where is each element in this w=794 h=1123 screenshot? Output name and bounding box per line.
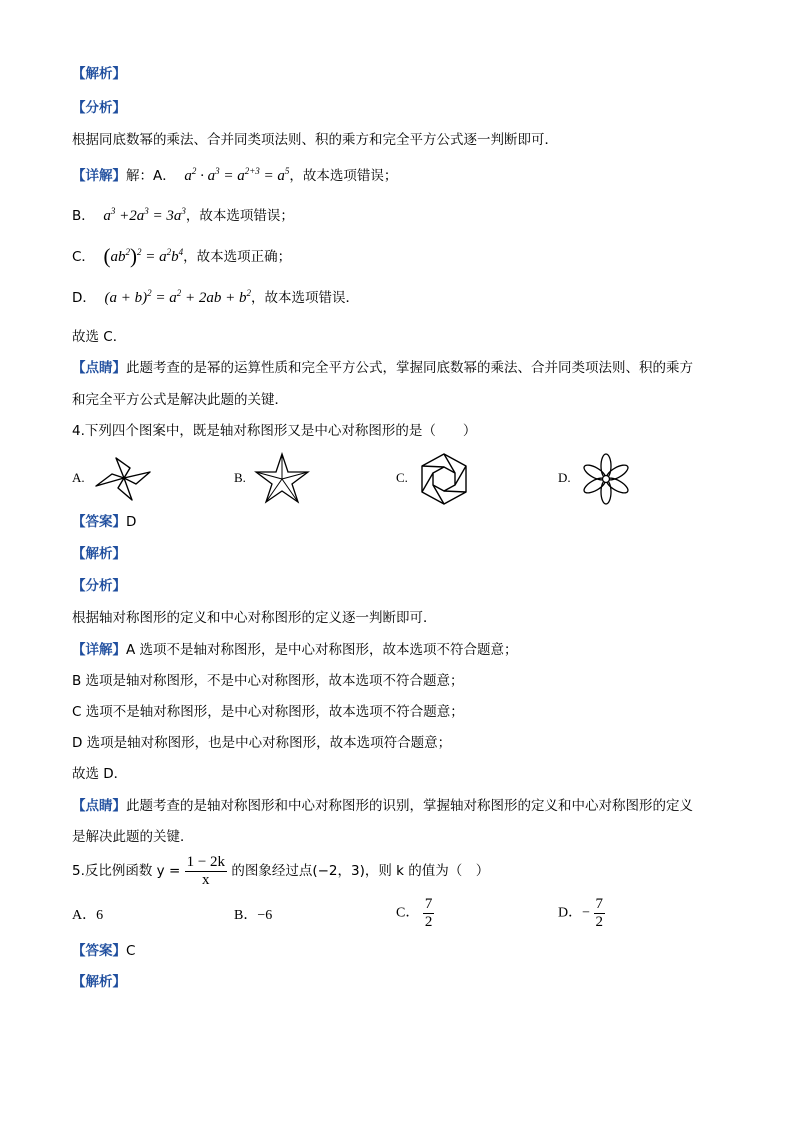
q5-option-a: A．6 <box>72 908 104 923</box>
q5-option-c-label: C． <box>396 905 420 921</box>
q5-fraction <box>185 854 227 889</box>
comment-text-q4-1: 此题考查的是轴对称图形和中心对称图形的识别，掌握轴对称图形的定义和中心对称图形的定义 <box>126 798 693 814</box>
detail-b-tail: ，故本选项错误； <box>185 208 294 224</box>
question-4-stem: 4.下列四个图案中，既是轴对称图形又是中心对称图形的是（ ） <box>72 423 477 439</box>
detail-c-tail: ，故本选项正确； <box>183 249 292 265</box>
star-icon <box>252 452 312 506</box>
formula-a: $a^2 \cdot a^3 = a^{2+3} = a^5$ <box>184 166 290 184</box>
section-tag-jiexi-q4: 【解析】 <box>72 546 126 562</box>
section-tag-comment: 【点睛】 <box>72 360 126 376</box>
q5-option-d-frac <box>594 896 606 931</box>
option-b-label: B. <box>234 470 246 485</box>
detail-line-q4-c: C 选项不是轴对称图形，是中心对称图形，故本选项不符合题意； <box>72 704 464 720</box>
answer-line-q4 <box>72 512 136 532</box>
detail-d-tail: ，故本选项错误． <box>251 290 359 306</box>
q5-option-c-den: 2 <box>424 914 433 930</box>
comment-line-q4-2: 是解决此题的关键． <box>72 829 194 845</box>
formula-d: $(a + b)^2 = a^2 + 2ab + b^2$ <box>104 288 251 306</box>
section-tag-fenxi: 【分析】 <box>72 100 126 116</box>
q5-stem-prefix: 5.反比例函数 y = <box>72 863 181 879</box>
section-tag-comment-q4: 【点睛】 <box>72 798 126 814</box>
option-a <box>72 452 192 508</box>
q5-option-b: B．−6 <box>234 908 273 923</box>
comment-text-1: 此题考查的是幂的运算性质和完全平方公式，掌握同底数幂的乘法、合并同类项法则、积的乘方 <box>126 360 693 376</box>
detail-line-q4-b: B 选项是轴对称图形，不是中心对称图形，故本选项不符合题意； <box>72 673 464 689</box>
section-tag-fenxi-q4: 【分析】 <box>72 578 126 594</box>
option-b <box>234 452 354 508</box>
formula-c: $(ab^2)^2 = a^2b^4$ <box>103 244 184 268</box>
q5-stem-suffix: 的图象经过点(−2，3)，则 k 的值为（ ） <box>231 863 490 879</box>
section-tag-detail-q4: 【详解】 <box>72 642 126 658</box>
analysis-text: 根据同底数幂的乘法、合并同类项法则、积的乘方和完全平方公式逐一判断即可． <box>72 132 558 148</box>
detail-line-d <box>72 288 359 308</box>
section-tag-jiexi: 【解析】 <box>72 66 126 82</box>
q5-option-d-den: 2 <box>595 914 604 930</box>
q5-frac-den: x <box>202 871 210 888</box>
option-c <box>396 452 516 508</box>
choose-text: 故选 C． <box>72 329 127 345</box>
question-5-stem <box>72 852 489 890</box>
option-a-label: A. <box>72 470 85 485</box>
analysis-text-q4: 根据轴对称图形的定义和中心对称图形的定义逐一判断即可． <box>72 610 437 626</box>
section-tag-jiexi-q5: 【解析】 <box>72 974 126 990</box>
q5-frac-num: 1 − 2k <box>186 853 226 870</box>
choose-text-q4: 故选 D． <box>72 766 128 782</box>
detail-line-q4-a <box>72 640 518 660</box>
option-b-label: B． <box>72 208 95 224</box>
option-d-label: D. <box>558 470 571 485</box>
detail-line-q4-d: D 选项是轴对称图形，也是中心对称图形，故本选项符合题意； <box>72 735 452 751</box>
comment-line-2: 和完全平方公式是解决此题的关键． <box>72 392 288 408</box>
answer-line-q5 <box>72 941 135 961</box>
option-d-label: D． <box>72 290 96 306</box>
flower-icon <box>578 452 634 506</box>
section-tag-detail: 【详解】 <box>72 168 126 184</box>
detail-text-a: A 选项不是轴对称图形，是中心对称图形，故本选项不符合题意； <box>126 642 518 658</box>
option-c-label: C． <box>72 249 95 265</box>
q5-option-c-frac <box>423 896 435 931</box>
answer-value-q5: C <box>126 943 136 959</box>
detail-line-b <box>72 206 294 226</box>
option-c-label: C. <box>396 470 408 485</box>
q5-option-d-sign: − <box>582 905 591 921</box>
q5-option-c <box>396 896 434 931</box>
option-d <box>558 452 678 508</box>
detail-a-tail: ，故本选项错误； <box>289 168 398 184</box>
formula-b: $a^3 +2a^3 = 3a^3$ <box>103 206 186 224</box>
answer-value: D <box>126 514 137 530</box>
comment-line-q4-1 <box>72 796 693 816</box>
detail-intro: 解：A． <box>126 168 176 184</box>
detail-line-a <box>72 166 397 186</box>
detail-line-c <box>72 246 291 267</box>
section-tag-answer-q5: 【答案】 <box>72 943 126 959</box>
q5-option-d <box>558 896 605 931</box>
section-tag-answer: 【答案】 <box>72 514 126 530</box>
pinwheel-icon <box>92 452 156 506</box>
hexagon-icon <box>416 452 472 506</box>
q5-option-d-num: 7 <box>595 896 604 912</box>
comment-line-1 <box>72 358 693 378</box>
q5-option-d-label: D． <box>558 905 583 921</box>
q5-option-c-num: 7 <box>424 896 433 912</box>
